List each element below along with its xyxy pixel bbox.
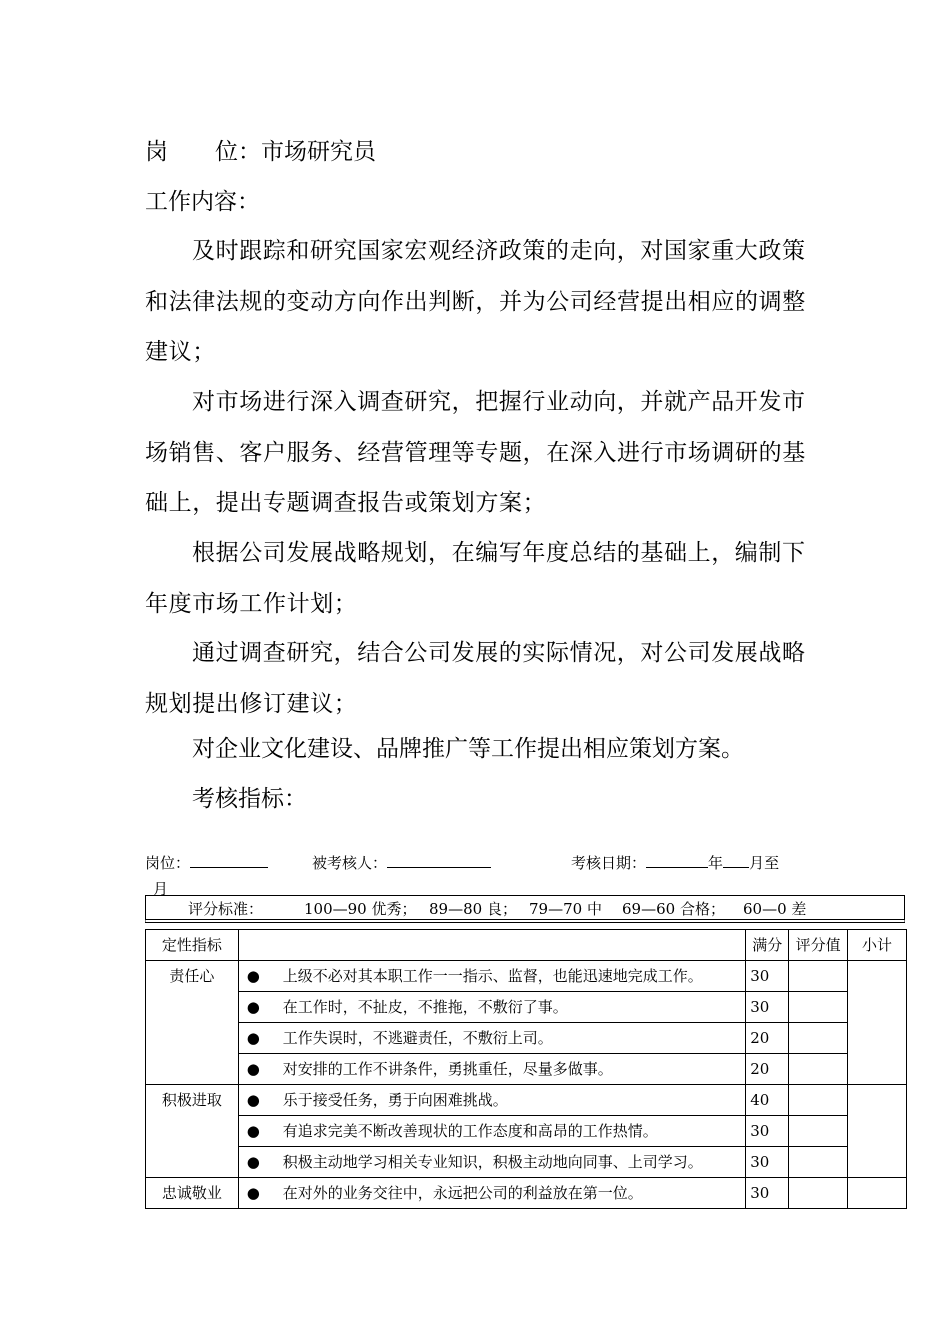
max-score: 20 <box>746 1023 789 1054</box>
kpi-label: 考核指标： <box>192 786 307 812</box>
month-from-field[interactable] <box>723 852 749 868</box>
header-subtotal: 小计 <box>848 930 907 961</box>
criteria-pass: 69—60 合格； <box>622 900 725 918</box>
item-cell <box>238 1054 746 1085</box>
position-label-2: 位： <box>215 139 261 165</box>
item-cell <box>238 1085 746 1116</box>
assessee-field[interactable] <box>387 852 491 868</box>
paragraph-1: 及时跟踪和研究国家宏观经济政策的走向，对国家重大政策和法律法规的变动方向作出判断，并为公司经营提出相应的调整建议； <box>145 238 806 365</box>
item-cell <box>238 1023 746 1054</box>
month-to-label: 月至 <box>749 854 780 872</box>
bullet-icon: ● <box>246 1153 260 1171</box>
max-score: 30 <box>746 961 789 992</box>
subtotal-cell[interactable] <box>848 961 907 1085</box>
item-text: 上级不必对其本职工作一一指示、监督，也能迅速地完成工作。 <box>282 967 703 985</box>
bullet-icon: ● <box>246 1122 260 1140</box>
position-line <box>145 137 376 167</box>
table-row <box>146 1085 907 1116</box>
criteria-label: 评分标准： <box>188 900 264 918</box>
evaluation-table <box>145 929 907 1209</box>
criteria-medium: 79—70 中 <box>529 900 602 918</box>
bullet-icon: ● <box>246 1029 260 1047</box>
bullet-icon: ● <box>246 1184 260 1202</box>
assessee-label: 被考核人： <box>312 854 388 872</box>
item-text: 有追求完美不断改善现状的工作态度和高昂的工作热情。 <box>282 1122 658 1140</box>
work-content-label: 工作内容： <box>145 189 260 215</box>
score-input[interactable] <box>789 1147 848 1178</box>
table-header-row <box>146 930 907 961</box>
max-score: 30 <box>746 1147 789 1178</box>
post-label: 岗位： <box>145 854 191 872</box>
table-row <box>146 1023 907 1054</box>
bullet-icon: ● <box>246 1091 260 1109</box>
last-paragraph: 对企业文化建设、品牌推广等工作提出相应策划方案。 <box>192 736 744 762</box>
criteria-poor: 60—0 差 <box>743 900 807 918</box>
table-row <box>146 1054 907 1085</box>
max-score: 30 <box>746 992 789 1023</box>
max-score: 40 <box>746 1085 789 1116</box>
paragraph-3: 根据公司发展战略规划，在编写年度总结的基础上，编制下年度市场工作计划； <box>145 540 806 617</box>
header-score: 评分值 <box>789 930 848 961</box>
score-input[interactable] <box>789 961 848 992</box>
item-cell <box>238 961 746 992</box>
table-row <box>146 1178 907 1209</box>
table-row <box>146 1147 907 1178</box>
table-row <box>146 961 907 992</box>
paragraph-4: 通过调查研究，结合公司发展的实际情况，对公司发展战略规划提出修订建议； <box>145 640 806 717</box>
subtotal-cell[interactable] <box>848 1085 907 1178</box>
header-qualitative: 定性指标 <box>146 930 239 961</box>
score-input[interactable] <box>789 1116 848 1147</box>
group-name-initiative: 积极进取 <box>146 1085 239 1178</box>
item-text: 在工作时，不扯皮，不推拖，不敷衍了事。 <box>282 998 568 1016</box>
score-input[interactable] <box>789 1085 848 1116</box>
item-text: 乐于接受任务，勇于向困难挑战。 <box>282 1091 508 1109</box>
item-text: 对安排的工作不讲条件，勇挑重任，尽量多做事。 <box>282 1060 613 1078</box>
table-row <box>146 992 907 1023</box>
year-field[interactable] <box>646 852 708 868</box>
score-input[interactable] <box>789 992 848 1023</box>
group-name-responsibility: 责任心 <box>146 961 239 1085</box>
header-description <box>238 930 746 961</box>
bullet-icon: ● <box>246 967 260 985</box>
item-text: 积极主动地学习相关专业知识，积极主动地向同事、上司学习。 <box>282 1153 703 1171</box>
item-cell <box>238 1116 746 1147</box>
position-label-1: 岗 <box>145 139 168 165</box>
scoring-criteria <box>145 895 905 923</box>
group-name-loyalty: 忠诚敬业 <box>146 1178 239 1209</box>
score-input[interactable] <box>789 1054 848 1085</box>
item-cell <box>238 992 746 1023</box>
paragraph-2: 对市场进行深入调查研究，把握行业动向，并就产品开发市场销售、客户服务、经营管理等专题，在深入进行市场调研的基础上，提出专题调查报告或策划方案； <box>145 389 806 516</box>
header-full-score: 满分 <box>746 930 789 961</box>
criteria-excellent: 100—90 优秀； <box>304 900 417 918</box>
bullet-icon: ● <box>246 998 260 1016</box>
bullet-icon: ● <box>246 1060 260 1078</box>
table-row <box>146 1116 907 1147</box>
subtotal-cell[interactable] <box>848 1178 907 1209</box>
month-label: 月 <box>153 880 169 898</box>
item-text: 工作失误时，不逃避责任，不敷衍上司。 <box>282 1029 553 1047</box>
max-score: 30 <box>746 1178 789 1209</box>
criteria-good: 89—80 良； <box>429 900 517 918</box>
max-score: 30 <box>746 1116 789 1147</box>
score-input[interactable] <box>789 1178 848 1209</box>
max-score: 20 <box>746 1054 789 1085</box>
item-cell <box>238 1178 746 1209</box>
post-field[interactable] <box>190 852 268 868</box>
item-text: 在对外的业务交往中，永远把公司的利益放在第一位。 <box>282 1184 643 1202</box>
item-cell <box>238 1147 746 1178</box>
year-label: 年 <box>708 854 724 872</box>
date-label: 考核日期： <box>571 854 647 872</box>
score-input[interactable] <box>789 1023 848 1054</box>
position-value: 市场研究员 <box>261 139 376 165</box>
